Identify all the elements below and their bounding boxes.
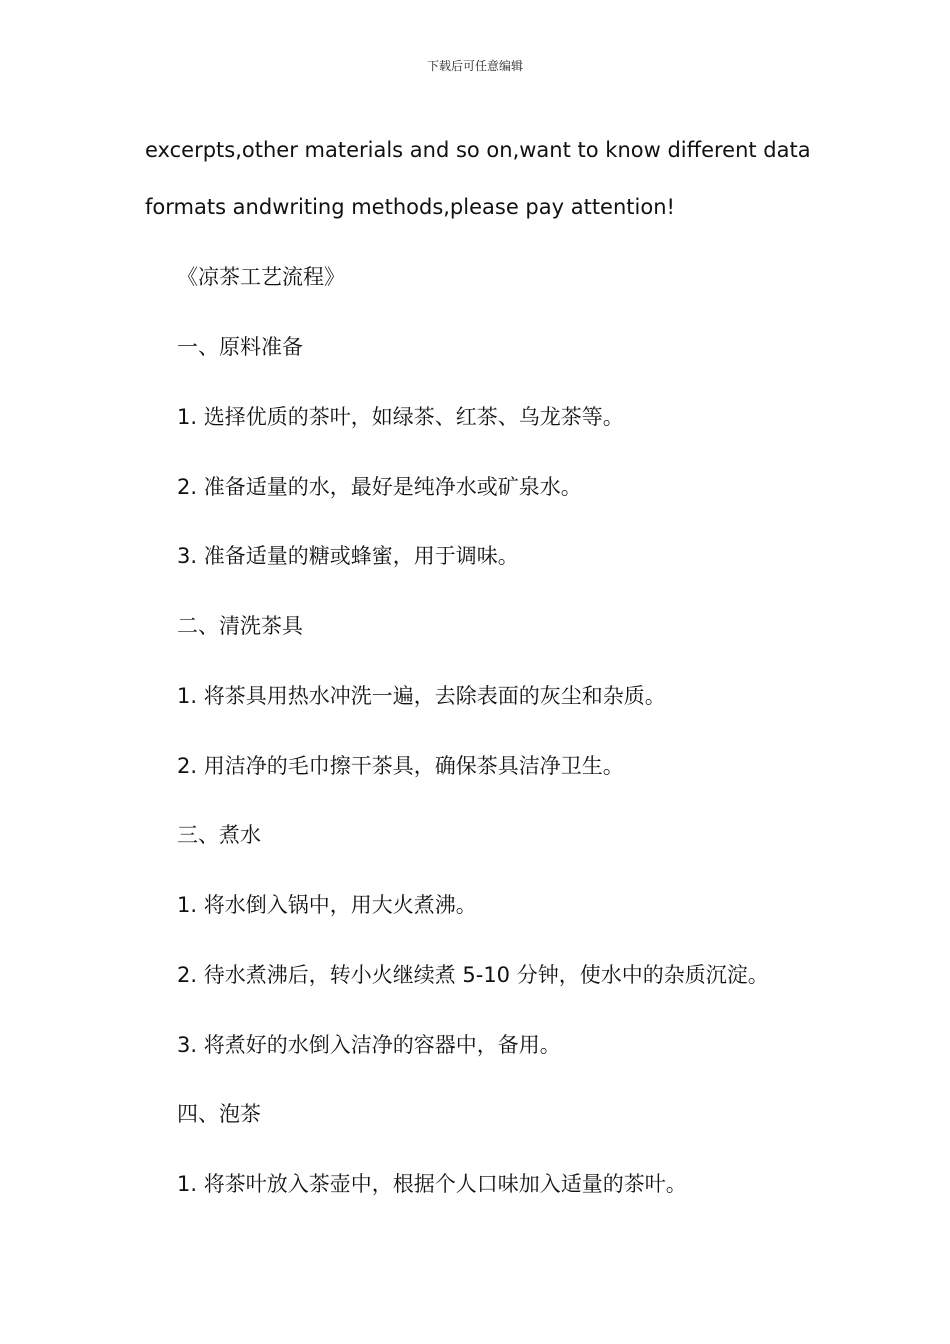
step-item: 2. 准备适量的水，最好是纯净水或矿泉水。 <box>177 475 582 499</box>
section-heading: 四、泡茶 <box>177 1102 261 1126</box>
step-item: 3. 准备适量的糖或蜂蜜，用于调味。 <box>177 544 519 568</box>
section-heading: 二、清洗茶具 <box>177 614 303 638</box>
step-item: 1. 将水倒入锅中，用大火煮沸。 <box>177 893 477 917</box>
intro-line: excerpts,other materials and so on,want to know different data <box>145 138 811 162</box>
document-title: 《凉茶工艺流程》 <box>177 265 345 289</box>
step-item: 1. 选择优质的茶叶，如绿茶、红茶、乌龙茶等。 <box>177 405 624 429</box>
step-item: 2. 用洁净的毛巾擦干茶具，确保茶具洁净卫生。 <box>177 754 624 778</box>
section-heading: 一、原料准备 <box>177 335 303 359</box>
step-item: 1. 将茶叶放入茶壶中，根据个人口味加入适量的茶叶。 <box>177 1172 687 1196</box>
step-item: 1. 将茶具用热水冲洗一遍，去除表面的灰尘和杂质。 <box>177 684 666 708</box>
step-item: 3. 将煮好的水倒入洁净的容器中，备用。 <box>177 1033 561 1057</box>
step-item: 2. 待水煮沸后，转小火继续煮 5-10 分钟，使水中的杂质沉淀。 <box>177 963 769 987</box>
intro-line: formats andwriting methods,please pay attention! <box>145 195 675 219</box>
page-header-note: 下载后可任意编辑 <box>426 59 523 73</box>
section-heading: 三、煮水 <box>177 823 261 847</box>
